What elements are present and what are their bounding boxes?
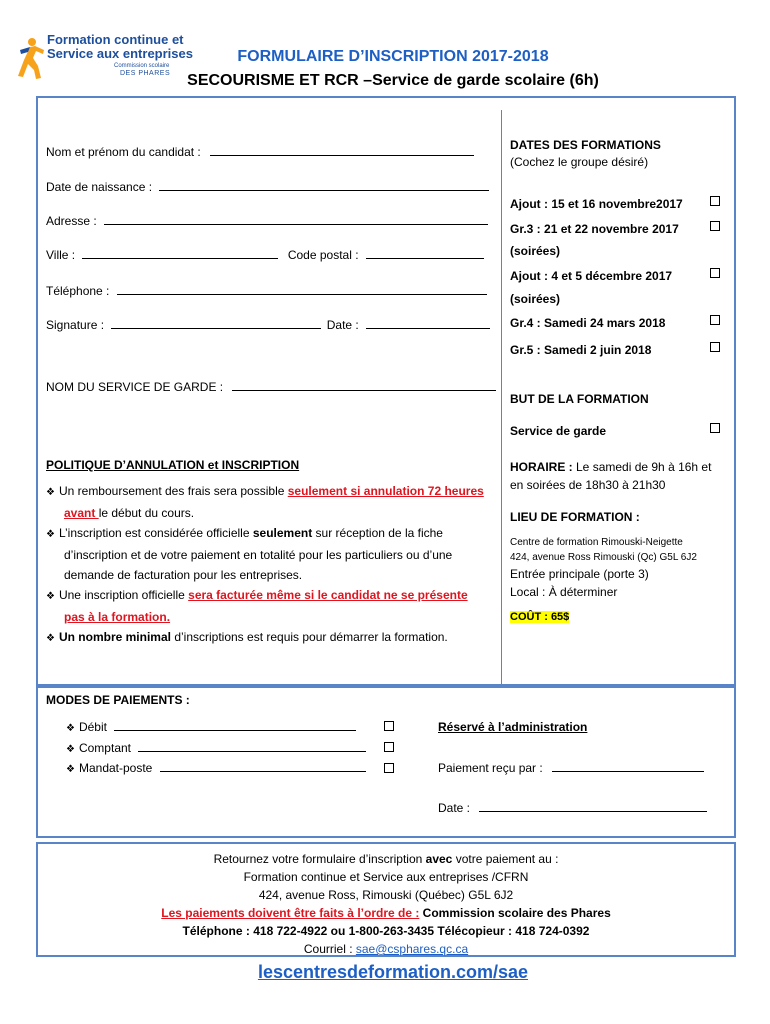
policy-item-2: ❖ L’inscription est considérée officielle seulement sur réception de la fiche (46, 526, 443, 540)
location-line-3: Entrée principale (porte 3) (510, 567, 649, 581)
logo-line-1: Formation continue et (47, 32, 184, 47)
policy-item-3-cont: pas à la formation. (64, 610, 171, 624)
received-by-label: Paiement reçu par : (438, 761, 543, 775)
date-option-3-note: (soirées) (510, 292, 561, 306)
date-input-line[interactable] (366, 318, 490, 329)
address-field-row (46, 214, 488, 228)
date-label: Date : (326, 318, 359, 332)
daycare-input-line[interactable] (232, 380, 496, 391)
footer-phone-line: Téléphone : 418 722-4922 ou 1-800-263-3435 Télécopieur : 418 724-0392 (182, 924, 590, 938)
payment-method-cash: ❖ Comptant (66, 741, 366, 755)
policy-list (46, 481, 498, 649)
schedule-line-2: en soirées de 18h30 à 21h30 (510, 478, 666, 492)
signature-input-line[interactable] (111, 318, 321, 329)
diamond-bullet-icon: ❖ (46, 487, 55, 498)
logo-line-4: DES PHARES (120, 70, 171, 77)
admin-title: Réservé à l’administration (438, 720, 588, 734)
name-field-row (46, 145, 474, 159)
diamond-bullet-icon: ❖ (46, 633, 55, 644)
date-option-2-note: (soirées) (510, 244, 561, 258)
column-divider (501, 110, 502, 685)
phone-field-row (46, 284, 487, 298)
address-input-line[interactable] (104, 214, 488, 225)
cash-input-line[interactable] (138, 741, 366, 752)
city-label: Ville : (46, 248, 76, 262)
admin-date-label: Date : (438, 801, 471, 815)
date-option-5: Gr.5 : Samedi 2 juin 2018 (510, 343, 652, 357)
cash-checkbox[interactable] (384, 742, 394, 752)
debit-checkbox[interactable] (384, 721, 394, 731)
received-by-input-line[interactable] (552, 761, 704, 772)
diamond-bullet-icon: ❖ (66, 744, 75, 755)
form-title: FORMULAIRE D’INSCRIPTION 2017-2018 (237, 48, 549, 65)
policy-item-2-line2: d’inscription et de votre paiement en totalité pour les particuliers ou d’une (64, 548, 453, 562)
policy-title: POLITIQUE D’ANNULATION et INSCRIPTION (46, 458, 300, 472)
date-option-3: Ajout : 4 et 5 décembre 2017 (510, 269, 673, 283)
birth-input-line[interactable] (159, 180, 489, 191)
email-link[interactable]: sae@csphares.qc.ca (355, 942, 469, 956)
goal-title: BUT DE LA FORMATION (510, 392, 649, 406)
debit-input-line[interactable] (114, 720, 356, 731)
daycare-field-row (46, 380, 496, 394)
policy-item-2-line3: demande de facturation pour les entreprises. (64, 568, 303, 582)
logo-line-2: Service aux entreprises (47, 46, 193, 61)
dates-title: DATES DES FORMATIONS (510, 138, 661, 152)
cost-badge: COÛT : 65$ (510, 611, 570, 623)
address-label: Adresse : (46, 214, 97, 228)
name-input-line[interactable] (210, 145, 474, 156)
policy-item-4: ❖ Un nombre minimal d’inscriptions est requis pour démarrer la formation. (46, 630, 448, 644)
location-line-2: 424, avenue Ross Rimouski (Qc) G5L 6J2 (510, 552, 697, 563)
postal-label: Code postal : (287, 248, 359, 262)
payment-method-debit: ❖ Débit (66, 720, 356, 734)
footer-line-3: 424, avenue Ross, Rimouski (Québec) G5L 6J2 (258, 888, 514, 902)
location-line-4: Local : À déterminer (510, 585, 618, 599)
diamond-bullet-icon: ❖ (46, 529, 55, 540)
logo-line-3: Commission scolaire (114, 63, 170, 69)
received-by-row (438, 761, 704, 775)
date-option-3-checkbox[interactable] (710, 268, 720, 278)
city-input-line[interactable] (82, 248, 278, 259)
footer-email-line: Courriel : sae@csphares.qc.ca (303, 942, 469, 956)
signature-field-row (46, 318, 490, 332)
admin-date-input-line[interactable] (479, 801, 707, 812)
policy-item-3: ❖ Une inscription officielle sera facturée même si le candidat ne se présente (46, 588, 468, 602)
schedule-label: HORAIRE : (510, 460, 573, 474)
date-option-4: Gr.4 : Samedi 24 mars 2018 (510, 316, 666, 330)
signature-label: Signature : (46, 318, 105, 332)
date-option-2: Gr.3 : 21 et 22 novembre 2017 (510, 222, 679, 236)
website-link[interactable]: lescentresdeformation.com/sae (257, 962, 529, 982)
date-option-1: Ajout : 15 et 16 novembre2017 (510, 197, 683, 211)
diamond-bullet-icon: ❖ (66, 764, 75, 775)
footer-line-2: Formation continue et Service aux entreprises /CFRN (243, 870, 529, 884)
policy-item-1: ❖ Un remboursement des frais sera possible seulement si annulation 72 heures (46, 484, 484, 498)
phone-input-line[interactable] (117, 284, 487, 295)
money-order-input-line[interactable] (160, 761, 366, 772)
date-option-5-checkbox[interactable] (710, 342, 720, 352)
daycare-label: NOM DU SERVICE DE GARDE : (46, 380, 224, 394)
birth-label: Date de naissance : (46, 180, 153, 194)
payment-method-money-order: ❖ Mandat-poste (66, 761, 366, 775)
phone-label: Téléphone : (46, 284, 110, 298)
dates-subtitle: (Cochez le groupe désiré) (510, 155, 649, 169)
date-option-1-checkbox[interactable] (710, 196, 720, 206)
name-label: Nom et prénom du candidat : (46, 145, 201, 159)
schedule-line-1: HORAIRE : Le samedi de 9h à 16h et (510, 460, 712, 474)
birth-field-row (46, 180, 489, 194)
location-title: LIEU DE FORMATION : (510, 510, 640, 524)
goal-item: Service de garde (510, 424, 607, 438)
money-order-checkbox[interactable] (384, 763, 394, 773)
postal-input-line[interactable] (366, 248, 484, 259)
footer-line-4: Les paiements doivent être faits à l’ordre de : Commission scolaire des Phares (161, 906, 611, 920)
date-option-2-checkbox[interactable] (710, 221, 720, 231)
admin-date-row (438, 801, 707, 815)
footer-content (36, 850, 736, 958)
city-field-row (46, 248, 484, 262)
date-option-4-checkbox[interactable] (710, 315, 720, 325)
footer-line-1: Retournez votre formulaire d’inscription avec votre paiement au : (213, 852, 559, 866)
goal-item-checkbox[interactable] (710, 423, 720, 433)
payment-title: MODES DE PAIEMENTS : (46, 693, 190, 707)
form-subtitle: SECOURISME ET RCR –Service de garde scolaire (6h) (187, 72, 599, 89)
policy-item-1-cont: avant le début du cours. (64, 506, 195, 520)
diamond-bullet-icon: ❖ (46, 591, 55, 602)
location-line-1: Centre de formation Rimouski-Neigette (510, 537, 683, 548)
diamond-bullet-icon: ❖ (66, 723, 75, 734)
